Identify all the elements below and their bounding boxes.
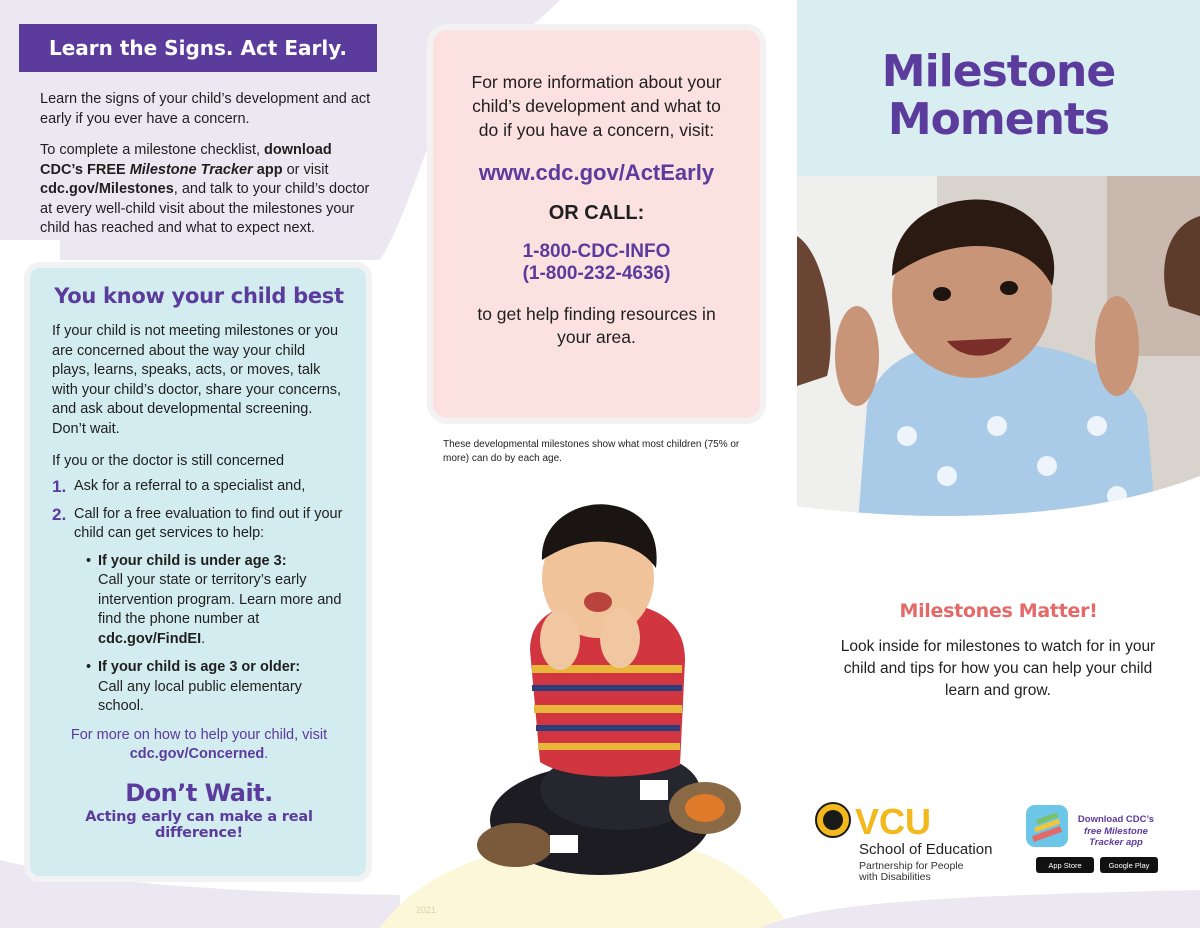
milestones-matter-body: Look inside for milestones to watch for in your child and tips for how you can help your child learn and grow. xyxy=(840,638,1156,699)
info-tail: to get help finding resources in your area. xyxy=(477,304,716,347)
step-item xyxy=(52,477,346,497)
phone-line-1: 1-800-CDC-INFO xyxy=(522,241,671,262)
milestones-caption: These developmental milestones show what most children (75% or more) can do by each age. xyxy=(443,439,740,464)
sub-item-text: Call your state or territory’s early intervention program. Learn more and find the phone number at xyxy=(98,572,342,627)
title-line-1: Milestone xyxy=(881,46,1116,97)
brochure-title xyxy=(797,48,1200,144)
banner-title: Learn the Signs. Act Early. xyxy=(48,36,347,60)
sub-item-heading: If your child is under age 3: xyxy=(98,552,287,569)
more-help-text xyxy=(52,726,346,765)
card-body: If your child is not meeting milestones or you are concerned about the way your child plays, learns, speaks, acts, or moves, talk with your child’s doctor, share your concerns, and ask about developmental screening. Don’t wait. xyxy=(52,323,342,437)
vcu-wordmark: VCU xyxy=(855,801,932,842)
intro-text-1: To complete a milestone checklist, xyxy=(40,142,265,158)
step-text: Call for a free evaluation to find out if your child can get services to help: xyxy=(74,505,343,541)
intro-bold-download: download CDC’s FREE xyxy=(40,142,332,178)
dont-wait-heading: Don’t Wait. xyxy=(125,778,273,807)
sub-item xyxy=(86,658,346,717)
milestones-matter-heading: Milestones Matter! xyxy=(899,600,1098,622)
more-help-lead: For more on how to help your child, visit xyxy=(70,726,328,743)
step-number: 2. xyxy=(52,504,67,524)
baby-photo xyxy=(797,176,1200,536)
milestones-link[interactable]: cdc.gov/Milestones xyxy=(40,181,174,197)
learn-signs-banner xyxy=(19,24,377,72)
svg-text:Google Play: Google Play xyxy=(1108,861,1150,870)
document-code: 2021 xyxy=(416,905,437,915)
app-line-2: free Milestone xyxy=(1084,825,1148,837)
bullet-icon: • xyxy=(86,552,92,569)
svg-text:App Store: App Store xyxy=(1048,861,1082,870)
intro-section xyxy=(40,90,374,251)
vcu-logo xyxy=(815,800,1005,885)
intro-paragraph-2 xyxy=(40,141,374,239)
sub-list xyxy=(86,552,346,717)
title-line-2: Moments xyxy=(887,94,1110,145)
actearly-link[interactable]: www.cdc.gov/ActEarly xyxy=(478,160,715,185)
boy-photo xyxy=(470,490,750,900)
know-your-child-card xyxy=(24,262,372,882)
svg-text:with Disabilities: with Disabilities xyxy=(859,871,931,883)
phone-line-2: (1-800-232-4636) xyxy=(522,263,671,284)
card-title: You know your child best xyxy=(54,284,344,308)
app-line-3: Tracker app xyxy=(1089,837,1143,848)
sub-item-heading: If your child is age 3 or older: xyxy=(98,659,301,675)
step-number: 1. xyxy=(52,477,67,496)
step-text: Ask for a referral to a specialist and, xyxy=(74,478,306,494)
info-text: For more information about your child’s development and what to do if you have a concern, visit: xyxy=(471,72,722,140)
svg-text:Partnership for People: Partnership for People xyxy=(859,860,964,872)
app-download-text xyxy=(1071,814,1161,849)
school-name: School of Education xyxy=(859,841,993,858)
card-lead: If you or the doctor is still concerned xyxy=(52,453,285,469)
or-call-label: OR CALL: xyxy=(548,202,645,224)
more-info-card xyxy=(427,24,766,424)
more-help-tail: . xyxy=(264,746,269,762)
intro-app-name: Milestone Tracker xyxy=(129,161,253,178)
intro-text-2: or visit xyxy=(282,161,329,178)
intro-paragraph-1: Learn the signs of your child’s development and act early if you ever have a concern. xyxy=(40,91,371,127)
sub-item-tail: . xyxy=(201,630,206,647)
sub-item-text: Call any local public elementary school. xyxy=(98,678,302,714)
sub-item xyxy=(86,552,346,650)
phone-number[interactable] xyxy=(433,241,760,285)
concerned-link[interactable]: cdc.gov/Concerned xyxy=(129,746,265,762)
intro-text-3: , and talk to your child’s doctor at every well-child visit about the milestones your child has reached and what to expect next. xyxy=(40,181,370,236)
intro-bold-app: app xyxy=(252,161,283,178)
dont-wait-subheading: Acting early can make a real difference! xyxy=(85,808,313,841)
findei-link[interactable]: cdc.gov/FindEI xyxy=(98,630,202,647)
step-item xyxy=(52,505,346,544)
bullet-icon: • xyxy=(86,659,92,675)
app-line-1: Download CDC’s xyxy=(1077,814,1155,825)
